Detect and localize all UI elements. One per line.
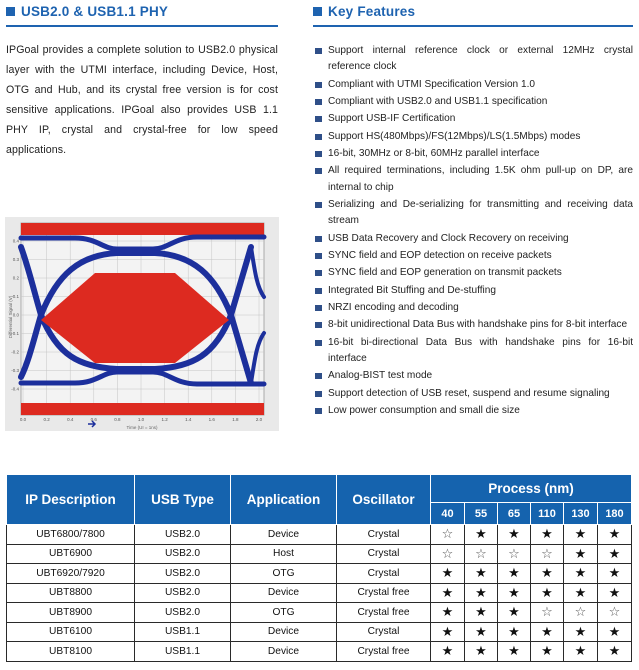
bullet-icon	[315, 99, 322, 105]
support-filled-star-icon: ★	[564, 544, 598, 564]
support-filled-star-icon: ★	[431, 603, 465, 623]
cell-usb-type: USB2.0	[135, 564, 231, 584]
eye-x-axis-label: Time (UI = 1ns)	[126, 425, 158, 430]
cell-oscillator: Crystal free	[337, 583, 431, 603]
feature-text: Low power consumption and small die size	[328, 405, 520, 417]
eye-x-tick-label: 0.2	[43, 417, 50, 422]
support-filled-star-icon: ★	[431, 622, 465, 642]
bullet-icon	[315, 236, 322, 242]
cell-ip-description: UBT8800	[7, 583, 135, 603]
feature-item	[315, 163, 633, 196]
feature-text: 8-bit unidirectional Data Bus with handshake pins for 8-bit interface	[328, 319, 628, 331]
support-filled-star-icon: ★	[465, 603, 498, 623]
bullet-icon	[315, 391, 322, 397]
eye-mask-top	[21, 223, 264, 235]
bullet-icon	[315, 151, 322, 157]
support-outline-star-icon: ☆	[598, 603, 632, 623]
feature-text: 16-bit, 30MHz or 8-bit, 60MHz parallel interface	[328, 148, 540, 160]
eye-x-axis	[20, 417, 263, 422]
support-filled-star-icon: ★	[431, 583, 465, 603]
bullet-icon	[315, 202, 322, 208]
support-outline-star-icon: ☆	[531, 544, 564, 564]
support-filled-star-icon: ★	[498, 525, 531, 545]
support-filled-star-icon: ★	[531, 564, 564, 584]
cell-usb-type: USB1.1	[135, 642, 231, 662]
eye-x-tick-label: 1.2	[161, 417, 168, 422]
table-row	[7, 642, 632, 662]
cell-application: Device	[231, 525, 337, 545]
feature-item	[315, 197, 633, 230]
feature-text: SYNC field and EOP detection on receive packets	[328, 249, 552, 261]
table-body	[7, 525, 632, 662]
header-oscillator: Oscillator	[337, 475, 431, 525]
cell-ip-description: UBT6900	[7, 544, 135, 564]
eye-diagram-plot	[5, 217, 279, 431]
bullet-icon	[315, 253, 322, 259]
feature-text: Support HS(480Mbps)/FS(12Mbps)/LS(1.5Mbps) modes	[328, 130, 581, 142]
cell-oscillator: Crystal free	[337, 603, 431, 623]
square-bullet-icon	[6, 7, 15, 16]
support-filled-star-icon: ★	[498, 622, 531, 642]
feature-item	[315, 283, 633, 299]
support-filled-star-icon: ★	[531, 622, 564, 642]
support-outline-star-icon: ☆	[564, 603, 598, 623]
table-row	[7, 525, 632, 545]
eye-y-tick-label: -0.1	[11, 331, 19, 336]
feature-text: Support internal reference clock or external 12MHz crystal reference clock	[328, 45, 633, 73]
feature-item	[315, 335, 633, 368]
feature-list	[315, 43, 633, 420]
feature-item	[315, 368, 633, 384]
feature-item	[315, 265, 633, 281]
bullet-icon	[315, 305, 322, 311]
support-outline-star-icon: ☆	[498, 544, 531, 564]
support-filled-star-icon: ★	[564, 564, 598, 584]
feature-text: Support USB-IF Certification	[328, 113, 456, 125]
bullet-icon	[315, 322, 322, 328]
feature-text: NRZI encoding and decoding	[328, 302, 459, 314]
feature-item	[315, 94, 633, 110]
feature-item	[315, 386, 633, 402]
cell-oscillator: Crystal	[337, 544, 431, 564]
ip-table	[6, 474, 632, 662]
eye-y-tick-label: 0.3	[12, 257, 19, 262]
header-node: 55	[465, 503, 498, 525]
bullet-icon	[315, 168, 322, 174]
bullet-icon	[315, 134, 322, 140]
intro-paragraph: IPGoal provides a complete solution to USB2.0 physical layer with the UTMI interface, including Device, Host, OTG and Hub, and its crystal free version is for cost sensitive applications. IPGoal also provides USB 1.1 PHY IP, crystal and crystal-free for low speed applications.	[6, 44, 278, 156]
support-outline-star-icon: ☆	[431, 525, 465, 545]
support-filled-star-icon: ★	[531, 525, 564, 545]
support-filled-star-icon: ★	[465, 583, 498, 603]
support-filled-star-icon: ★	[498, 583, 531, 603]
support-filled-star-icon: ★	[498, 603, 531, 623]
header-node: 40	[431, 503, 465, 525]
eye-diagram	[5, 217, 279, 431]
header-ip-description: IP Description	[7, 475, 135, 525]
eye-x-tick-label: 0.6	[90, 417, 97, 422]
eye-y-tick-label: -0.2	[11, 349, 19, 355]
eye-y-tick-label: 0.2	[12, 275, 19, 281]
eye-x-tick-label: 2.0	[255, 417, 263, 422]
left-section-header	[6, 4, 168, 19]
feature-item	[315, 129, 633, 145]
eye-x-tick-label: 0.0	[19, 417, 27, 422]
table-row	[7, 622, 632, 642]
support-filled-star-icon: ★	[465, 525, 498, 545]
header-application: Application	[231, 475, 337, 525]
feature-text: SYNC field and EOP generation on transmit packets	[328, 267, 562, 279]
eye-x-tick-label: 0.8	[114, 417, 121, 422]
header-node: 110	[531, 503, 564, 525]
cell-ip-description: UBT6800/7800	[7, 525, 135, 545]
support-filled-star-icon: ★	[431, 564, 465, 584]
feature-text: Support detection of USB reset, suspend and resume signaling	[328, 387, 610, 399]
support-outline-star-icon: ☆	[431, 544, 465, 564]
eye-x-tick-label: 0.4	[67, 417, 74, 422]
eye-x-tick-label: 1.4	[185, 417, 192, 422]
bullet-icon	[315, 116, 322, 122]
bullet-icon	[315, 408, 322, 414]
feature-text: Compliant with USB2.0 and USB1.1 specification	[328, 95, 548, 107]
left-section-title: USB2.0 & USB1.1 PHY	[21, 4, 169, 19]
feature-text: 16-bit bi-directional Data Bus with handshake pins for 16-bit interface	[328, 336, 633, 364]
bullet-icon	[315, 48, 322, 54]
bullet-icon	[315, 288, 322, 294]
feature-text: Analog-BIST test mode	[328, 370, 433, 382]
cell-application: Device	[231, 642, 337, 662]
support-filled-star-icon: ★	[598, 564, 632, 584]
support-filled-star-icon: ★	[564, 583, 598, 603]
right-section-title: Key Features	[328, 4, 416, 19]
eye-mask-bottom	[21, 403, 264, 415]
header-usb-type: USB Type	[135, 475, 231, 525]
cell-oscillator: Crystal	[337, 622, 431, 642]
table-row	[7, 603, 632, 623]
support-filled-star-icon: ★	[598, 642, 632, 662]
square-bullet-icon	[313, 7, 322, 16]
cell-oscillator: Crystal	[337, 525, 431, 545]
left-section-rule	[6, 25, 278, 27]
cell-usb-type: USB2.0	[135, 525, 231, 545]
cell-usb-type: USB2.0	[135, 603, 231, 623]
eye-y-axis-label: Differential Signal (V)	[8, 295, 13, 339]
support-filled-star-icon: ★	[465, 622, 498, 642]
header-node: 130	[564, 503, 598, 525]
feature-item	[315, 403, 633, 419]
cell-application: Device	[231, 622, 337, 642]
support-outline-star-icon: ☆	[531, 603, 564, 623]
table-row	[7, 583, 632, 603]
cell-ip-description: UBT8100	[7, 642, 135, 662]
feature-text: Serializing and De-serializing for transmitting and receiving data stream	[328, 199, 633, 227]
support-filled-star-icon: ★	[498, 564, 531, 584]
cell-ip-description: UBT6920/7920	[7, 564, 135, 584]
feature-item	[315, 77, 633, 93]
eye-x-tick-label: 1.8	[232, 417, 239, 422]
support-filled-star-icon: ★	[598, 583, 632, 603]
eye-y-tick-label: 0.4	[12, 238, 19, 244]
cell-application: Host	[231, 544, 337, 564]
support-filled-star-icon: ★	[465, 642, 498, 662]
cell-oscillator: Crystal	[337, 564, 431, 584]
cell-ip-description: UBT6100	[7, 622, 135, 642]
feature-item	[315, 43, 633, 76]
support-outline-star-icon: ☆	[465, 544, 498, 564]
cell-application: Device	[231, 583, 337, 603]
support-filled-star-icon: ★	[564, 525, 598, 545]
feature-item	[315, 231, 633, 247]
support-filled-star-icon: ★	[564, 622, 598, 642]
eye-y-tick-label: -0.3	[11, 368, 19, 373]
support-filled-star-icon: ★	[498, 642, 531, 662]
cell-usb-type: USB2.0	[135, 544, 231, 564]
feature-item	[315, 248, 633, 264]
eye-y-tick-label: -0.4	[11, 386, 19, 392]
support-filled-star-icon: ★	[598, 525, 632, 545]
feature-text: Compliant with UTMI Specification Version 1.0	[328, 78, 536, 90]
support-filled-star-icon: ★	[598, 622, 632, 642]
eye-y-tick-label: 0.0	[12, 312, 19, 318]
right-section-rule	[313, 25, 633, 27]
bullet-icon	[315, 340, 322, 346]
eye-y-tick-label: 0.1	[12, 294, 19, 299]
feature-text: Integrated Bit Stuffing and De-stuffing	[328, 284, 496, 296]
support-filled-star-icon: ★	[564, 642, 598, 662]
feature-item	[315, 317, 633, 333]
header-process: Process (nm)	[431, 475, 632, 503]
header-node: 65	[498, 503, 531, 525]
support-filled-star-icon: ★	[598, 544, 632, 564]
feature-text: All required terminations, including 1.5K ohm pull-up on DP, are internal to chip	[328, 165, 633, 193]
cell-usb-type: USB1.1	[135, 622, 231, 642]
support-filled-star-icon: ★	[431, 642, 465, 662]
feature-item	[315, 111, 633, 127]
feature-text: USB Data Recovery and Clock Recovery on receiving	[328, 232, 569, 244]
feature-item	[315, 300, 633, 316]
header-node: 180	[598, 503, 632, 525]
cell-ip-description: UBT8900	[7, 603, 135, 623]
right-section-header	[313, 4, 415, 19]
table-row	[7, 564, 632, 584]
eye-x-tick-label: 1.0	[137, 417, 145, 422]
cell-oscillator: Crystal free	[337, 642, 431, 662]
bullet-icon	[315, 82, 322, 88]
cell-usb-type: USB2.0	[135, 583, 231, 603]
cell-application: OTG	[231, 603, 337, 623]
eye-x-tick-label: 1.6	[208, 417, 215, 422]
feature-item	[315, 146, 633, 162]
cell-application: OTG	[231, 564, 337, 584]
support-filled-star-icon: ★	[531, 583, 564, 603]
support-filled-star-icon: ★	[465, 564, 498, 584]
support-filled-star-icon: ★	[531, 642, 564, 662]
bullet-icon	[315, 373, 322, 379]
bullet-icon	[315, 270, 322, 276]
table-row	[7, 544, 632, 564]
